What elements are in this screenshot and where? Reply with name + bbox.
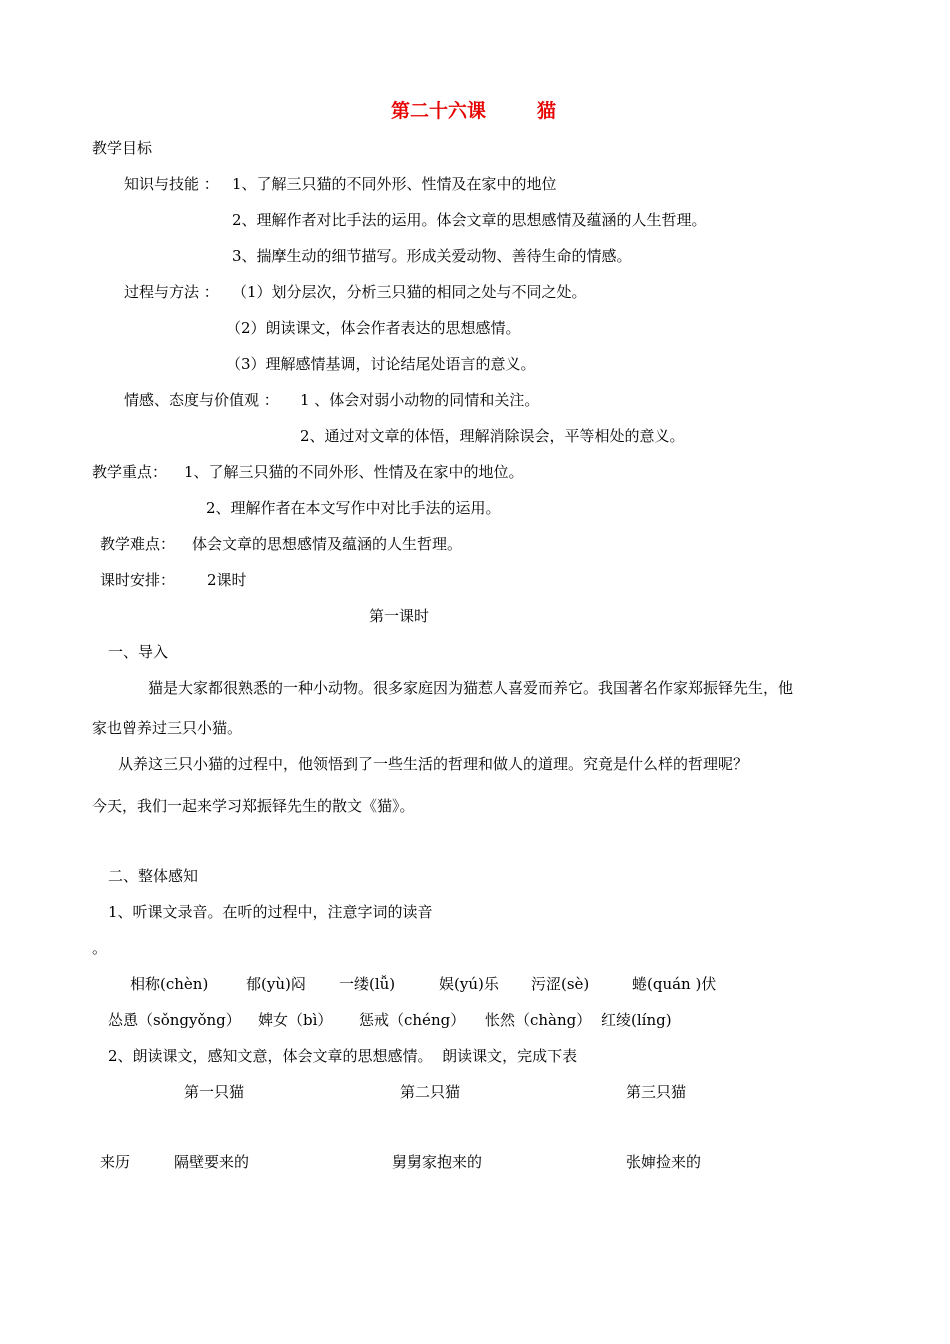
vocab-word: 蜷(quán )伏 (632, 975, 717, 993)
objectives-heading: 教学目标 (92, 139, 153, 157)
intro-paragraph-line: 从养这三只小猫的过程中，他领悟到了一些生活的哲理和做人的道理。究竟是什么样的哲理呢？ (118, 755, 749, 773)
process-item: （3）理解感情基调，讨论结尾处语言的意义。 (226, 355, 536, 373)
vocab-word: 相称(chèn) (130, 975, 209, 993)
reading-task: 2、朗读课文，感知文意，体会文章的思想感情。 朗读课文，完成下表 (108, 1047, 578, 1065)
key-point-item: 2、理解作者在本文写作中对比手法的运用。 (206, 499, 501, 517)
table-header-cat3: 第三只猫 (626, 1083, 687, 1101)
vocab-word: 郁(yù)闷 (246, 975, 306, 993)
listening-task-end: 。 (92, 939, 108, 957)
attitude-label: 情感、态度与价值观 ： (124, 391, 279, 409)
table-cell: 隔壁要来的 (174, 1153, 250, 1171)
vocab-word: 怅然（chàng） (485, 1011, 592, 1029)
vocab-word: 惩戒（chéng） (359, 1011, 466, 1029)
section1-heading: 一、导入 (108, 643, 169, 661)
difficulty-text: 体会文章的思想感情及蕴涵的人生哲理。 (192, 535, 463, 553)
table-header-cat1: 第一只猫 (184, 1083, 245, 1101)
knowledge-item: 3、揣摩生动的细节描写。形成关爱动物、善待生命的情感。 (232, 247, 632, 265)
attitude-item: 2、通过对文章的体悟，理解消除误会，平等相处的意义。 (300, 427, 685, 445)
table-row-label: 来历 (100, 1153, 131, 1171)
key-point-item: 1、了解三只猫的不同外形、性情及在家中的地位。 (184, 463, 524, 481)
vocab-word: 污涩(sè) (531, 975, 590, 993)
lesson-number: 第二十六课 (391, 100, 487, 122)
vocab-word: 婢女（bì） (258, 1011, 333, 1029)
intro-paragraph-line: 猫是大家都很熟悉的一种小动物。很多家庭因为猫惹人喜爱而养它。我国著名作家郑振铎先生，他 (148, 679, 794, 697)
attitude-item: 1 、体会对弱小动物的同情和关注。 (300, 391, 540, 409)
process-item: （1）划分层次，分析三只猫的相同之处与不同之处。 (232, 283, 587, 301)
process-item: （2）朗读课文，体会作者表达的思想感情。 (226, 319, 521, 337)
intro-paragraph-line: 今天，我们一起来学习郑振铎先生的散文《猫》。 (92, 797, 415, 815)
table-cell: 张婶捡来的 (626, 1153, 702, 1171)
intro-paragraph-line: 家也曾养过三只小猫。 (92, 719, 243, 737)
table-cell: 舅舅家抱来的 (392, 1153, 483, 1171)
vocab-word: 一缕(lǚ) (339, 975, 396, 993)
vocab-word: 娱(yú)乐 (439, 975, 499, 993)
schedule-label: 课时安排： (100, 571, 176, 589)
knowledge-item: 2、理解作者对比手法的运用。体会文章的思想感情及蕴涵的人生哲理。 (232, 211, 707, 229)
lesson-title: 猫 (537, 100, 557, 122)
difficulty-label: 教学难点： (100, 535, 176, 553)
vocab-word: 红绫(líng) (601, 1011, 672, 1029)
schedule-text: 2课时 (207, 571, 247, 589)
section2-heading: 二、整体感知 (108, 867, 199, 885)
knowledge-label: 知识与技能 ： (124, 175, 219, 193)
listening-task: 1、听课文录音。在听的过程中，注意字词的读音 (108, 903, 433, 921)
period-title: 第一课时 (369, 607, 430, 625)
vocab-word: 怂恿（sǒngyǒng） (108, 1011, 241, 1029)
table-header-cat2: 第二只猫 (400, 1083, 461, 1101)
key-points-label: 教学重点： (92, 463, 168, 481)
process-label: 过程与方法 ： (124, 283, 219, 301)
knowledge-item: 1、了解三只猫的不同外形、性情及在家中的地位 (232, 175, 557, 193)
